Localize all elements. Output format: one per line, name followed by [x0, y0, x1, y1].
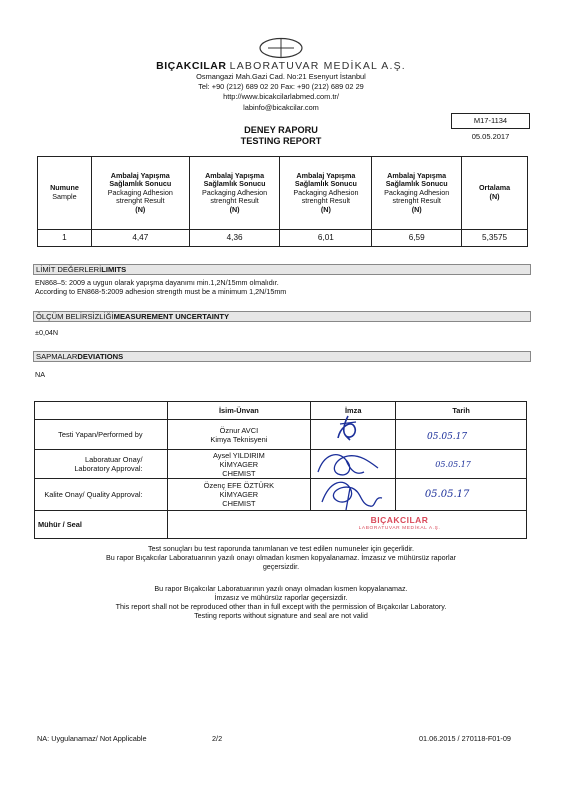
- sig-header-date: Tarih: [396, 402, 527, 420]
- seal-label: Mühür / Seal: [35, 511, 168, 539]
- header-result-4: Ambalaj Yapışma Sağlamlık Sonucu Packaging Adhesion strenght Result (N): [372, 157, 462, 230]
- note-line: geçersizdir.: [262, 562, 300, 572]
- cell-result-1: 4,47: [91, 230, 189, 247]
- date-quality-approval: [396, 479, 527, 511]
- results-header-row: [38, 157, 528, 230]
- role-lab-approval: Laboratuar Onay/ Laboratory Approval:: [35, 450, 168, 479]
- report-title-en: TESTING REPORT: [240, 136, 322, 146]
- address-line: Osmangazi Mah.Gazi Cad. No:21 Esenyurt İstanbul: [196, 72, 366, 81]
- name-quality-approval: Özenç EFE ÖZTÜRK KİMYAGER CHEMIST: [167, 479, 311, 511]
- table-row: [35, 420, 527, 450]
- company-name-main: BIÇAKCILAR: [156, 60, 227, 72]
- date-performed-by: [396, 420, 527, 450]
- signature-header-row: [35, 402, 527, 420]
- report-date: 05.05.2017: [471, 132, 510, 141]
- company-name-suffix: LABORATUVAR MEDİKAL A.Ş.: [229, 60, 406, 72]
- role-performed-by: Testi Yapan/Performed by: [35, 420, 168, 450]
- sig-header-name: İsim-Ünvan: [167, 402, 311, 420]
- website-line: http://www.bicakcilarlabmed.com.tr/: [223, 92, 339, 102]
- note-line: Bu rapor Bıçakcılar Laboratuarının yazılı onayı olmadan kısmen kopyalanamaz. İmzasız ve mühürsüz raporlar: [106, 553, 456, 563]
- sig-header-sign: İmza: [311, 402, 396, 420]
- handwritten-date: 05.05.17: [424, 489, 470, 500]
- uncertainty-heading: ÖLÇÜM BELİRSİZLİĞİMEASUREMENT UNCERTAINTY: [33, 311, 531, 322]
- company-logo: [258, 37, 304, 59]
- table-row: [35, 450, 527, 479]
- note-line: Bu rapor Bıçakcılar Laboratuarının yazılı onayı olmadan kısmen kopyalanamaz.: [154, 584, 408, 593]
- note-line: Testing reports without signature and seal are not valid: [194, 611, 368, 621]
- validity-notes: [0, 584, 562, 620]
- phone-line: Tel: +90 (212) 689 02 20 Fax: +90 (212) 689 02 29: [198, 82, 364, 92]
- note-line: İmzasız ve mühürsüz raporlar geçersizdir.: [214, 593, 348, 603]
- report-title-tr: DENEY RAPORU: [244, 125, 318, 135]
- handwritten-date: 05.05.17: [427, 431, 468, 442]
- cell-result-2: 4,36: [189, 230, 280, 247]
- name-lab-approval: Aysel YILDIRIM KİMYAGER CHEMIST: [167, 450, 311, 479]
- table-row: [35, 511, 527, 539]
- role-quality-approval: Kalite Onay/ Quality Approval:: [35, 479, 168, 511]
- sig-header-empty: [35, 402, 168, 420]
- table-row: [38, 230, 528, 247]
- report-number: M17-1134: [451, 113, 530, 129]
- email-line: labinfo@bicakcilar.com: [243, 102, 319, 112]
- company-stamp: BIÇAKCILAR LABORATUVAR MEDİKAL A.Ş.: [358, 515, 441, 531]
- page-number: 2/2: [212, 734, 223, 743]
- validity-notes-tr: [0, 544, 562, 571]
- header-average: Ortalama (N): [462, 157, 528, 230]
- note-line: This report shall not be reproduced other than in full except with the permission of Bıçakcılar Laboratory.: [115, 602, 447, 612]
- cell-result-4: 6,59: [372, 230, 462, 247]
- cell-sample: 1: [38, 230, 92, 247]
- deviations-value: NA: [35, 370, 45, 379]
- table-row: [35, 479, 527, 511]
- note-line: Test sonuçları bu test raporunda tanımlanan ve test edilen numuneler için geçerlidir.: [147, 544, 415, 553]
- cell-result-3: 6,01: [280, 230, 372, 247]
- cell-average: 5,3575: [462, 230, 528, 247]
- header-result-1: Ambalaj Yapışma Sağlamlık Sonucu Packaging Adhesion strenght Result (N): [91, 157, 189, 230]
- limits-text-tr: EN868–5: 2009 a uygun olarak yapışma dayanımı min.1,2N/15mm olmalıdır.: [35, 278, 279, 287]
- handwritten-signatures: [300, 410, 410, 520]
- header-sample: Numune Sample: [38, 157, 92, 230]
- signature-table: [34, 401, 527, 539]
- name-performed-by: Öznur AVCI Kimya Teknisyeni: [167, 420, 311, 450]
- deviations-heading: SAPMALARDEVIATIONS: [33, 351, 531, 362]
- company-name: [0, 60, 562, 72]
- results-table: [37, 156, 528, 247]
- limits-text-en: According to EN868-5:2009 adhesion strength must be a minimum 1,2N/15mm: [35, 287, 287, 296]
- header-result-2: Ambalaj Yapışma Sağlamlık Sonucu Packaging Adhesion strenght Result (N): [189, 157, 280, 230]
- header-result-3: Ambalaj Yapışma Sağlamlık Sonucu Packaging Adhesion strenght Result (N): [280, 157, 372, 230]
- company-address: [0, 72, 562, 113]
- handwritten-date: 05.05.17: [435, 459, 471, 469]
- date-lab-approval: [396, 450, 527, 479]
- footer-na-note: NA: Uygulanamaz/ Not Applicable: [37, 734, 147, 743]
- uncertainty-value: ±0,04N: [35, 328, 59, 337]
- form-code: 01.06.2015 / 270118-F01-09: [419, 734, 511, 743]
- limits-heading: LİMİT DEĞERLERİLIMITS: [33, 264, 531, 275]
